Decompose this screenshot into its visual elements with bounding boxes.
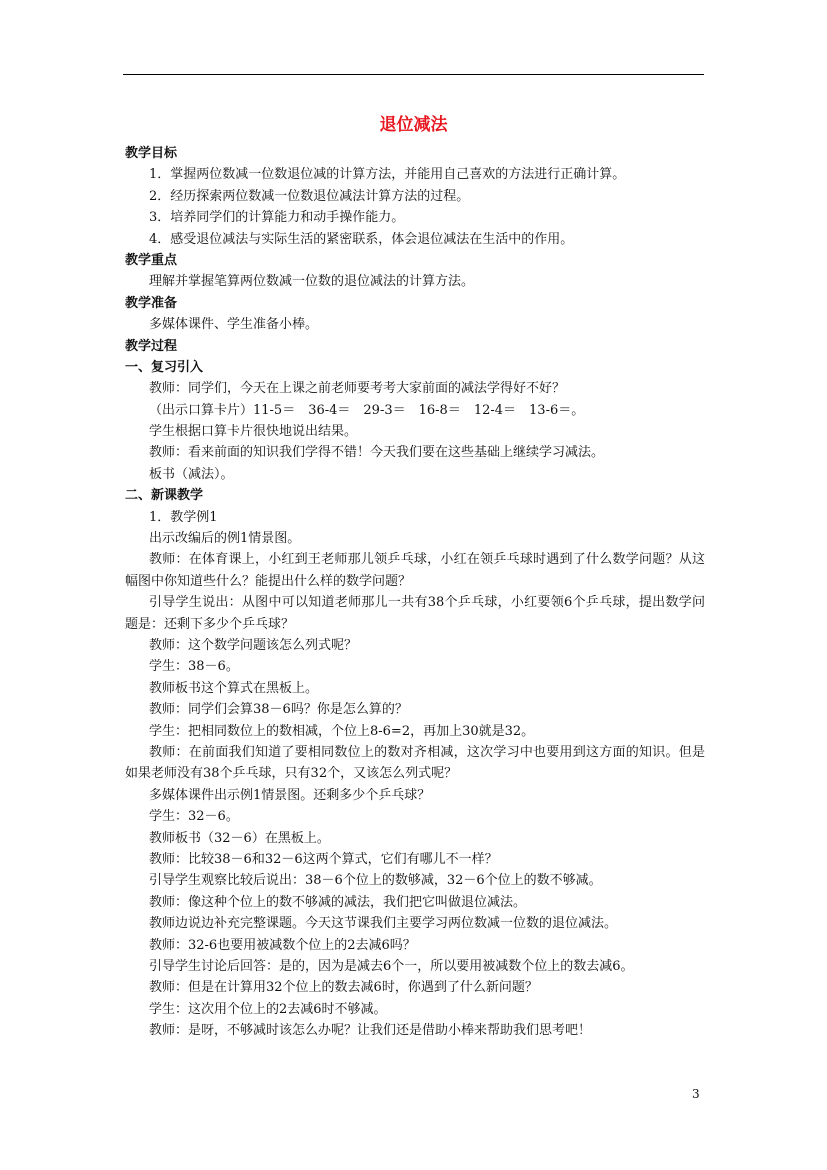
paragraph-line: 引导学生观察比较后说出：38－6个位上的数够减，32－6个位上的数不够减。 [149,873,602,889]
paragraph-line: 1．掌握两位数减一位数退位减的计算方法，并能用自己喜欢的方法进行正确计算。 [149,167,626,183]
section-heading: 教学目标 [125,146,178,161]
paragraph-line: 教师：在前面我们知道了要相同数位上的数对齐相减，这次学习中也要用到这方面的知识。但是如果老师没有38个乒乓球，只有32个，又该怎么列式呢？ [125,745,705,782]
paragraph-line: 教师：但是在计算用32个位上的数去减6时，你遇到了什么新问题？ [149,980,538,996]
section-heading: 一、复习引入 [125,359,204,375]
paragraph-line: 学生根据口算卡片很快地说出结果。 [149,424,358,440]
paragraph-line: 板书（减法）。 [149,466,234,482]
document-body [125,143,705,1042]
paragraph-line: 教师边说边补充完整课题。今天这节课我们主要学习两位数减一位数的退位减法。 [149,916,618,932]
section-heading: 二、新课教学 [125,488,204,504]
page-number: 3 [692,1087,700,1101]
paragraph-line: 教师：像这种个位上的数不够减的减法，我们把它叫做退位减法。 [149,894,527,910]
paragraph-line: 学生：把相同数位上的数相减，个位上8-6=2，再加上30就是32。 [149,723,535,739]
paragraph-line: 多媒体课件、学生准备小棒。 [149,317,319,333]
section-heading: 教学准备 [125,295,178,311]
paragraph-line: 4．感受退位减法与实际生活的紧密联系，体会退位减法在生活中的作用。 [149,231,574,247]
section-heading: 教学重点 [125,252,178,268]
section-heading: 教学过程 [125,338,178,354]
page-title: 退位减法 [379,115,448,135]
paragraph-line: 教师：32-6也要用被减数个位上的2去减6吗？ [149,937,416,953]
paragraph-line: （出示口算卡片）11-5＝ 36-4＝ 29-3＝ 16-8＝ 12-4＝ 13-6＝。 [149,402,585,418]
paragraph-line: 多媒体课件出示例1情景图。还剩多少个乒乓球？ [149,787,431,803]
paragraph-line: 教师：这个数学问题该怎么列式呢？ [149,638,358,654]
paragraph-line: 教师：是呀，不够减时该怎么办呢？让我们还是借助小棒来帮助我们思考吧！ [149,1023,592,1039]
paragraph-line: 引导学生讨论后回答：是的，因为是减去6个一，所以要用被减数个位上的数去减6。 [149,958,634,974]
paragraph-line: 教师：在体育课上，小红到王老师那儿领乒乓球，小红在领乒乓球时遇到了什么数学问题？从这幅图中你知道些什么？能提出什么样的数学问题？ [125,552,705,589]
paragraph-line: 出示改编后的例1情景图。 [149,531,301,547]
paragraph-line: 学生：38－6。 [149,659,239,675]
paragraph-line: 教师：同学们，今天在上课之前老师要考考大家前面的减法学得好不好？ [149,381,566,397]
header-rule [123,74,704,75]
paragraph-line: 学生：这次用个位上的2去减6时不够减。 [149,1001,387,1017]
paragraph-line: 2．经历探索两位数减一位数退位减法计算方法的过程。 [149,188,470,204]
paragraph-line: 1．教学例1 [149,509,218,525]
paragraph-line: 3．培养同学们的计算能力和动手操作能力。 [149,210,405,226]
paragraph-line: 教师：看来前面的知识我们学得不错！今天我们要在这些基础上继续学习减法。 [149,445,605,461]
paragraph-line: 理解并掌握笔算两位数减一位数的退位减法的计算方法。 [149,274,475,290]
paragraph-line: 学生：32－6。 [149,809,239,825]
paragraph-line: 引导学生说出：从图中可以知道老师那儿一共有38个乒乓球，小红要领6个乒乓球，提出数学问题是：还剩下多少个乒乓球？ [125,595,705,632]
paragraph-line: 教师板书（32－6）在黑板上。 [149,830,330,846]
paragraph-line: 教师板书这个算式在黑板上。 [149,680,319,696]
paragraph-line: 教师：同学们会算38－6吗？你是怎么算的？ [149,702,408,718]
paragraph-line: 教师：比较38－6和32－6这两个算式，它们有哪儿不一样？ [149,851,498,867]
